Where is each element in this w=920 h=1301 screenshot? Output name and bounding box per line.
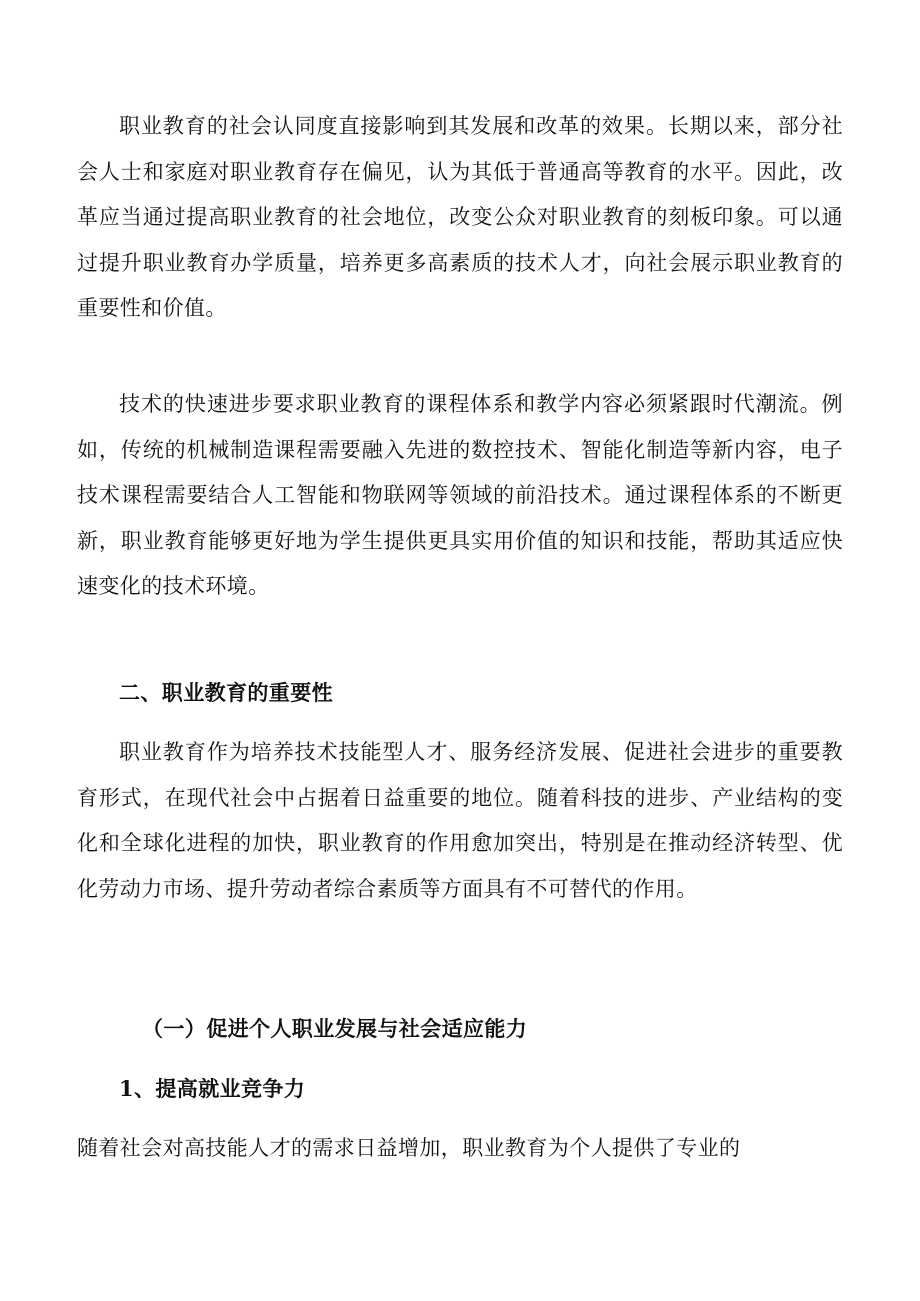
body-paragraph-importance: 职业教育作为培养技术技能型人才、服务经济发展、促进社会进步的重要教育形式，在现代社会中占据着日益重要的地位。随着科技的进步、产业结构的变化和全球化进程的加快，职业教育的作用愈加突出，特别是在推动经济转型、优化劳动力市场、提升劳动者综合素质等方面具有不可替代的作用。 xyxy=(77,740,843,901)
item-heading-employment-competitiveness: 1、提高就业竞争力 xyxy=(119,1076,306,1101)
body-paragraph-skill-demand: 随着社会对高技能人才的需求日益增加，职业教育为个人提供了专业的 xyxy=(77,1136,741,1160)
subsection-heading-career-development: （一）促进个人职业发展与社会适应能力 xyxy=(142,1016,528,1041)
section-heading-importance: 二、职业教育的重要性 xyxy=(119,680,333,705)
body-paragraph-curriculum-update: 技术的快速进步要求职业教育的课程体系和教学内容必须紧跟时代潮流。例如，传统的机械制造课程需要融入先进的数控技术、智能化制造等新内容，电子技术课程需要结合人工智能和物联网等领域的前沿技术。通过课程体系的不断更新，职业教育能够更好地为学生提供更具实用价值的知识和技能，帮助其适应快速变化的技术环境。 xyxy=(77,392,843,599)
body-paragraph-social-recognition: 职业教育的社会认同度直接影响到其发展和改革的效果。长期以来，部分社会人士和家庭对职业教育存在偏见，认为其低于普通高等教育的水平。因此，改革应当通过提高职业教育的社会地位，改变公众对职业教育的刻板印象。可以通过提升职业教育办学质量，培养更多高素质的技术人才，向社会展示职业教育的重要性和价值。 xyxy=(77,114,843,321)
